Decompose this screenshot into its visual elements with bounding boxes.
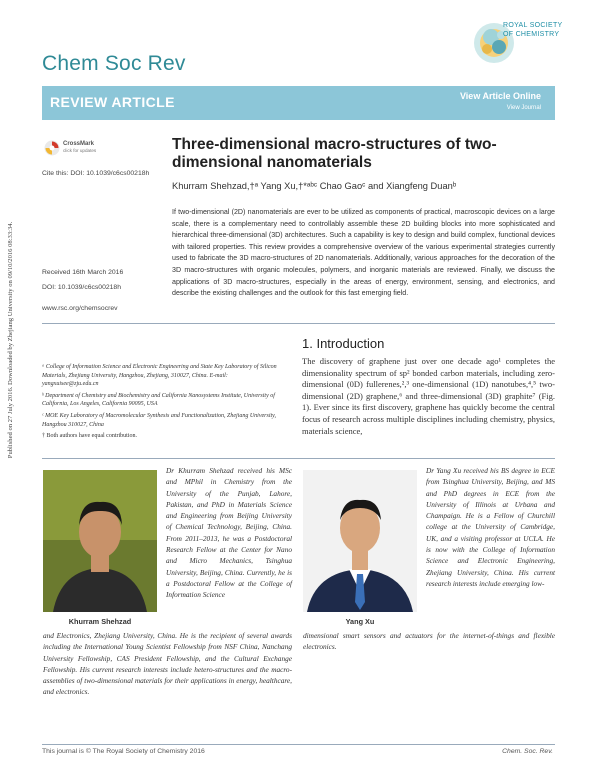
bio-xu-bottom: dimensional smart sensors and actuators for the internet-of-things and flexible electronics. (303, 631, 555, 652)
affiliation-a: ᵃ College of Information Science and Electronic Engineering and State Key Laboratory of Silicon Materials, Zhejiang University, Hangzhou, Zhejiang, 310027, China. E-mail: yangxuisee@zju.edu.cn (42, 364, 277, 388)
affiliation-c: ᶜ MOE Key Laboratory of Macromolecular Synthesis and Functionalization, Zhejiang University, Hangzhou 310027, China (42, 412, 276, 428)
section-heading: 1. Introduction (302, 336, 385, 351)
author-name-shehzad: Khurram Shehzad (68, 617, 132, 626)
bio-shehzad-side: Dr Khurram Shehzad received his MSc and MPhil in Chemistry from the University of the Punjab, Lahore, Pakistan, and PhD in Materials Science and Engineering from Beijing University of Chemical Technology, Beijing, China. From 2011–2013, he was a Postdoctoral Research Fellow at the Center for Nano and Micro Mechanics, Tsinghua University, Beijing, China. Currently, he is a Postdoctoral Fellow at the College of Information Science (166, 466, 292, 600)
affiliations (42, 363, 278, 444)
divider (42, 458, 555, 459)
journal-title: Chem Soc Rev (42, 52, 186, 75)
publication-sidebar-note (5, 160, 15, 520)
author-name-xu: Yang Xu (345, 617, 375, 626)
svg-text:Published on 27 July 2016. Dow: Published on 27 July 2016. Downloaded by Zhejiang University on 09/10/2016 08:33:34. (7, 221, 14, 459)
divider (42, 323, 555, 324)
review-article-banner (42, 86, 555, 120)
footer-copyright: This journal is © The Royal Society of Chemistry 2016 (42, 748, 205, 755)
article-doi: DOI: 10.1039/c6cs00218h (42, 284, 121, 291)
crossmark-icon (44, 140, 60, 156)
view-journal-link[interactable]: View Journal (506, 105, 541, 111)
equal-contribution-note: † Both authors have equal contribution. (42, 433, 137, 440)
abstract: If two-dimensional (2D) nanomaterials are ever to be utilized as components of practical, macroscopic devices on a large scale, there is a complementary need to controllably assemble these 2D building blocks into more sophisticated and hierarchical three-dimensional (3D) architectures. Such a capability is key to design and build complex, functional devices with tailored properties. This review provides a comprehensive overview of the various experimental strategies currently used to fabricate the 3D macro-structures of 2D nanomaterials. Additionally, various approaches for the decoration of the 3D macro-structures with organic molecules, polymers, and inorganic materials are reviewed. Finally, we discuss the applications of 3D macro-structures, especially in the areas of energy, environment, sensing, and electronics, and describe the existing challenges and the outlook for this fast emerging field. (172, 208, 555, 298)
divider (42, 744, 555, 745)
journal-url[interactable]: www.rsc.org/chemsocrev (42, 305, 118, 312)
author-photo-shehzad (43, 470, 157, 612)
bio-shehzad-bottom: and Electronics, Zhejiang University, China. He is the recipient of several awards including the International Young Scientist Fellowship from NSF China, Nanchang University Fellowship, CAS President Fellowship, and the Cultural Exchange Fellowship. His current research interests include hetero-structures and the macro-assemblies of two-dimensional materials for their applications in energy, healthcare, and electronics. (43, 631, 292, 697)
affiliation-b: ᵇ Department of Chemistry and Biochemistry and California Nanosystems Institute, University of California, Los Angeles, California 90095, USA (42, 392, 275, 408)
bio-xu-side: Dr Yang Xu received his BS degree in ECE from Tsinghua University, Beijing, and MS and PhD degrees in ECE from the University of Illinois at Urbana and Champaign. He is a Fellow of Churchill college at the University of Cambridge, UK, and a visiting professor at UCLA. He is now with the College of Information Science and Electronic Engineering, Zhejiang University, China. His current research interests include emerging low- (426, 466, 555, 588)
cite-doi: Cite this: DOI: 10.1039/c6cs00218h (42, 170, 150, 177)
view-article-online-link[interactable]: View Article Online (459, 91, 541, 101)
received-date: Received 16th March 2016 (42, 269, 124, 276)
rsc-logo-text: ROYAL SOCIETY OF CHEMISTRY (503, 22, 563, 38)
author-photo-xu (303, 470, 417, 612)
crossmark-badge[interactable] (44, 139, 110, 157)
intro-paragraph: The discovery of graphene just over one decade ago¹ completes the dimensionality spectrum of sp² bonded carbon materials, including zero-dimensional (0D) fullerenes,²,³ one-dimensional (1D) nanotubes,⁴,⁵ two-dimensional (2D) graphene,⁶ and three-dimensional (3D) graphite⁷ (Fig. 1). Ever since its first discovery, graphene has quickly become the central focus of research across multiple disciplines including chemistry, physics, materials science, (302, 356, 555, 436)
article-title: Three-dimensional macro-structures of two-dimensional nanomaterials (172, 136, 497, 171)
author-list: Khurram Shehzad,†ᵃ Yang Xu,†*ᵃᵇᶜ Chao Gaoᶜ and Xiangfeng Duanᵇ (172, 181, 457, 191)
crossmark-label: CrossMark (63, 141, 95, 147)
footer-journal: Chem. Soc. Rev. (502, 748, 553, 755)
crossmark-sub: click for updates (63, 148, 97, 153)
article-type-label: REVIEW ARTICLE (50, 94, 175, 110)
